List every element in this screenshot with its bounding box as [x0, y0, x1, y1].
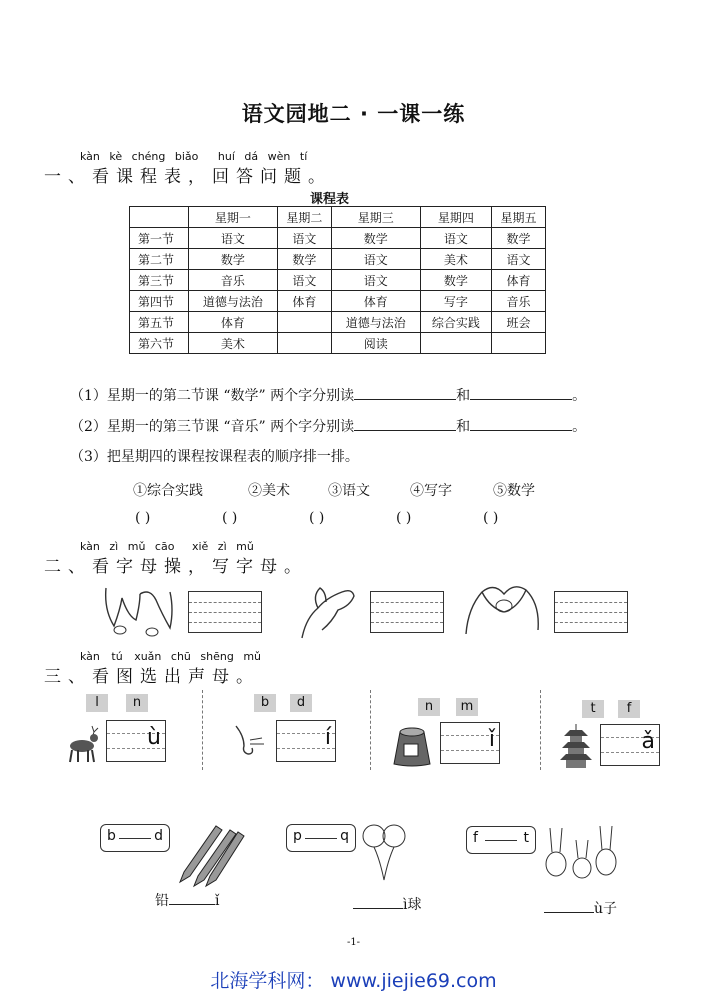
section2-heading: 二、看字母操，写字母。 — [44, 557, 308, 577]
table-cell: 语文 — [331, 270, 420, 291]
initial-option[interactable]: b — [254, 694, 276, 712]
answer-paren[interactable]: ( ) — [222, 510, 238, 526]
answer-blank[interactable] — [354, 399, 456, 400]
section3-heading: 三、看图选出声母。 — [44, 667, 260, 687]
pinyin: chū — [170, 650, 191, 663]
table-header: 星期一 — [189, 207, 278, 228]
option-3: ③语文 — [328, 483, 370, 499]
question-2-text: （2）星期一的第三节课 “音乐” 两个字分别读 — [70, 419, 355, 435]
answer-paren[interactable]: ( ) — [309, 510, 325, 526]
table-row — [130, 228, 546, 249]
table-cell: 体育 — [331, 291, 420, 312]
table-cell: 语文 — [492, 249, 546, 270]
answer-blank[interactable] — [544, 912, 594, 913]
answer-word — [353, 894, 421, 914]
table-cell: 道德与法治 — [331, 312, 420, 333]
answer-suffix: ì球 — [403, 897, 422, 913]
and-text: 和 — [456, 388, 471, 404]
answer-blank[interactable] — [354, 430, 456, 431]
pair-left[interactable]: b — [107, 828, 116, 844]
pair-right[interactable]: t — [523, 830, 529, 846]
hand-gesture-illustration — [100, 580, 182, 640]
final-with-tone: ǐ — [488, 727, 495, 752]
question-1 — [70, 385, 586, 405]
answer-paren[interactable]: ( ) — [483, 510, 499, 526]
pinyin: mǔ — [243, 650, 262, 663]
initial-option[interactable]: m — [456, 698, 478, 716]
table-cell — [420, 333, 491, 354]
answer-word — [544, 898, 617, 918]
table-cell: 写字 — [420, 291, 491, 312]
pinyin: mǔ — [127, 540, 146, 553]
answer-suffix: ǐ — [215, 893, 220, 909]
question-1-text: （1）星期一的第二节课 “数学” 两个字分别读 — [70, 388, 355, 404]
table-cell: 班会 — [492, 312, 546, 333]
pinyin: mǔ — [236, 540, 254, 553]
initial-option[interactable]: f — [618, 700, 640, 718]
section1-heading: 一、看课程表，回答问题。 — [44, 167, 332, 187]
table-cell: 体育 — [189, 312, 278, 333]
table-cell: 第一节 — [130, 228, 189, 249]
table-cell: 音乐 — [492, 291, 546, 312]
table-cell: 数学 — [189, 249, 278, 270]
write-box[interactable] — [370, 591, 444, 633]
table-cell: 语文 — [189, 228, 278, 249]
table-cell — [492, 333, 546, 354]
write-box[interactable] — [554, 591, 628, 633]
pinyin: kàn — [80, 540, 100, 553]
deer-icon — [64, 722, 104, 764]
initial-answer-box[interactable] — [106, 720, 166, 762]
pinyin: shēng — [200, 650, 234, 663]
pinyin: kè — [109, 150, 123, 163]
tower-icon — [558, 722, 594, 770]
initial-answer-box[interactable] — [600, 724, 660, 766]
pair-right[interactable]: q — [340, 828, 349, 844]
initial-option[interactable]: d — [290, 694, 312, 712]
table-header: 星期五 — [492, 207, 546, 228]
and-text: 和 — [456, 419, 471, 435]
table-header: 星期二 — [277, 207, 331, 228]
answer-blank[interactable] — [353, 908, 403, 909]
initial-option[interactable]: n — [126, 694, 148, 712]
option-5: ⑤数学 — [493, 483, 535, 499]
table-header: 星期四 — [420, 207, 491, 228]
initial-answer-box[interactable] — [276, 720, 336, 762]
table-cell: 数学 — [277, 249, 331, 270]
table-cell: 数学 — [492, 228, 546, 249]
table-cell: 第六节 — [130, 333, 189, 354]
table-cell: 数学 — [420, 270, 491, 291]
option-2: ②美术 — [248, 483, 290, 499]
rice-bag-icon — [390, 724, 434, 768]
period: 。 — [572, 388, 587, 404]
hand-gesture-illustration — [292, 578, 364, 640]
final-with-tone: ǎ — [641, 729, 655, 754]
write-box[interactable] — [188, 591, 262, 633]
table-cell: 第四节 — [130, 291, 189, 312]
pinyin: huí — [217, 150, 235, 163]
table-cell: 音乐 — [189, 270, 278, 291]
table-cell: 数学 — [331, 228, 420, 249]
table-cell: 美术 — [420, 249, 491, 270]
initial-pair — [286, 824, 356, 852]
pencils-icon — [176, 822, 246, 888]
table-cell: 道德与法治 — [189, 291, 278, 312]
question-3: （3）把星期四的课程按课程表的顺序排一排。 — [70, 449, 359, 465]
pinyin: zì — [217, 540, 227, 553]
rabbits-icon — [542, 822, 622, 886]
table-cell — [277, 312, 331, 333]
table-row — [130, 270, 546, 291]
table-row — [130, 291, 546, 312]
table-cell: 语文 — [420, 228, 491, 249]
table-cell: 第五节 — [130, 312, 189, 333]
answer-paren[interactable]: ( ) — [135, 510, 151, 526]
table-row — [130, 333, 546, 354]
initial-pair — [466, 826, 536, 854]
initial-answer-box[interactable] — [440, 722, 500, 764]
period: 。 — [572, 419, 587, 435]
initial-option[interactable]: t — [582, 700, 604, 718]
pinyin: zì — [109, 540, 119, 553]
table-cell: 语文 — [277, 270, 331, 291]
table-cell: 体育 — [277, 291, 331, 312]
table-cell: 体育 — [492, 270, 546, 291]
pinyin: kàn — [80, 150, 100, 163]
pinyin: dá — [244, 150, 259, 163]
pinyin: chéng — [131, 150, 166, 163]
hand-gesture-illustration — [460, 578, 546, 640]
page-number: -1- — [346, 937, 361, 948]
table-cell: 语文 — [277, 228, 331, 249]
final-with-tone: ù — [147, 725, 161, 750]
table-row — [130, 312, 546, 333]
table-cell: 美术 — [189, 333, 278, 354]
answer-blank[interactable] — [470, 399, 572, 400]
nose-icon — [230, 722, 270, 762]
pinyin: wèn — [267, 150, 291, 163]
initial-option[interactable]: l — [86, 694, 108, 712]
option-1: ①综合实践 — [133, 483, 203, 499]
answer-blank[interactable] — [470, 430, 572, 431]
table-cell: 语文 — [331, 249, 420, 270]
table-header-row — [130, 207, 546, 228]
answer-word — [155, 890, 219, 910]
pinyin: kàn — [80, 650, 100, 663]
pinyin: tí — [299, 150, 308, 163]
table-cell: 第三节 — [130, 270, 189, 291]
pinyin: tú — [111, 650, 123, 663]
divider — [202, 690, 203, 770]
initial-pair — [100, 824, 170, 852]
answer-prefix: 铅 — [155, 893, 169, 909]
pinyin: cāo — [154, 540, 175, 553]
table-cell — [277, 333, 331, 354]
table-cell: 综合实践 — [420, 312, 491, 333]
page-title: 语文园地二 · 一课一练 — [241, 102, 466, 126]
footer-watermark[interactable]: 北海学科网： www.jiejie69.com — [210, 970, 497, 992]
table-cell: 第二节 — [130, 249, 189, 270]
answer-suffix: ù子 — [594, 901, 618, 917]
answer-blank[interactable] — [169, 904, 215, 905]
balloons-icon — [360, 820, 410, 886]
answer-paren[interactable]: ( ) — [396, 510, 412, 526]
pair-right[interactable]: d — [154, 828, 163, 844]
option-4: ④写字 — [410, 483, 452, 499]
schedule-table — [129, 206, 546, 354]
divider — [370, 690, 371, 770]
pinyin: xiě — [191, 540, 209, 553]
table-header: 星期三 — [331, 207, 420, 228]
question-2 — [70, 416, 586, 436]
initial-option[interactable]: n — [418, 698, 440, 716]
pair-left[interactable]: f — [473, 830, 478, 846]
pair-left[interactable]: p — [293, 828, 302, 844]
pinyin: xuǎn — [134, 650, 162, 663]
table-row — [130, 249, 546, 270]
table-header — [130, 207, 189, 228]
final-with-tone: í — [324, 725, 331, 750]
divider — [540, 690, 541, 770]
table-title: 课程表 — [310, 192, 350, 207]
pinyin: biǎo — [174, 150, 199, 163]
table-cell: 阅读 — [331, 333, 420, 354]
